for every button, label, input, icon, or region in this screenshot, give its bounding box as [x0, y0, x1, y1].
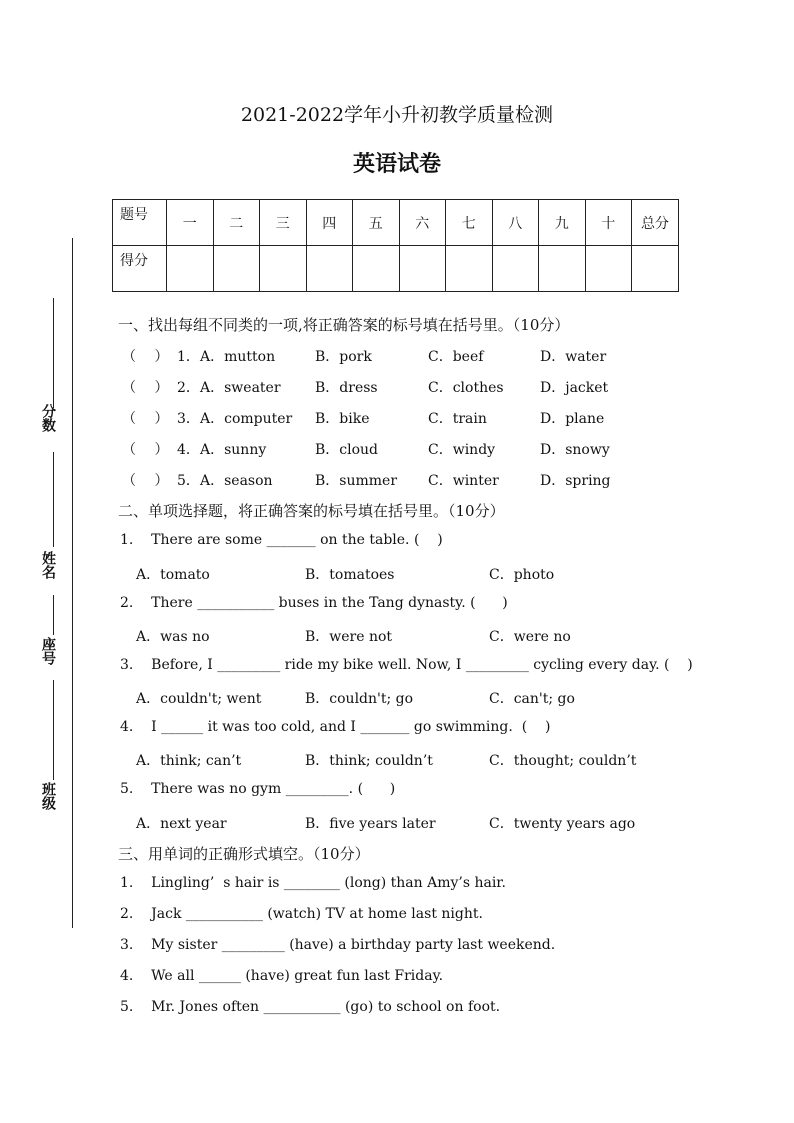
fill-line-seat: [53, 595, 54, 635]
section3-heading: 三、用单词的正确形式填空。（10分）: [118, 845, 370, 863]
score-entry-cell[interactable]: [306, 246, 353, 292]
option-a: A．computer: [200, 411, 293, 427]
score-table-cell: 七: [446, 200, 493, 246]
option-d: D．snowy: [540, 442, 610, 458]
fill-line-class: [53, 680, 54, 780]
option-d: D．jacket: [540, 380, 609, 396]
option-c: C．thought; couldn’t: [489, 753, 637, 769]
option-a: A．season: [200, 473, 273, 489]
option-a: A．sunny: [200, 442, 267, 458]
score-entry-cell[interactable]: [213, 246, 260, 292]
score-entry-cell[interactable]: [167, 246, 214, 292]
score-table-cell: 九: [539, 200, 586, 246]
option-b: B．couldn't; go: [305, 691, 414, 707]
score-entry-cell[interactable]: [399, 246, 446, 292]
option-a: A．couldn't; went: [136, 691, 262, 707]
fill-line-score: [53, 298, 54, 408]
answer-bracket[interactable]: （ ）: [122, 380, 169, 396]
section3-question: 3. My sister _________ (have) a birthday party last weekend.: [120, 937, 556, 953]
exam-title: 2021-2022学年小升初教学质量检测: [240, 104, 554, 126]
section2-question-stem: 5. There was no gym _________. ( ): [120, 781, 396, 797]
option-b: B．pork: [315, 349, 372, 365]
section1-heading: 一、找出每组不同类的一项,将正确答案的标号填在括号里。（10分）: [118, 316, 570, 334]
section2-question-stem: 2. There ___________ buses in the Tang dynasty. ( ): [120, 595, 508, 611]
option-c: C．beef: [428, 349, 484, 365]
option-c: C．photo: [489, 567, 555, 583]
score-table-header-row: [113, 200, 679, 246]
option-a: A．was no: [136, 629, 210, 645]
option-c: C．clothes: [428, 380, 504, 396]
score-entry-cell[interactable]: [446, 246, 493, 292]
question-number: 3．: [177, 411, 200, 427]
option-c: C．can't; go: [489, 691, 575, 707]
score-entry-cell[interactable]: [585, 246, 632, 292]
section3-question: 5. Mr. Jones often ___________ (go) to school on foot.: [120, 999, 501, 1015]
option-b: B．five years later: [305, 816, 436, 832]
score-table: [112, 199, 679, 292]
score-table-cell: 四: [306, 200, 353, 246]
side-label-seat: 座号: [40, 637, 56, 665]
question-number: 2．: [177, 380, 200, 396]
score-table-score-row: [113, 246, 679, 292]
option-b: B．bike: [315, 411, 370, 427]
score-entry-cell[interactable]: [632, 246, 679, 292]
fill-line-name: [53, 452, 54, 547]
score-table-cell: 十: [585, 200, 632, 246]
side-label-score: 分数: [40, 404, 56, 432]
option-c: C．winter: [428, 473, 499, 489]
option-c: C．twenty years ago: [489, 816, 636, 832]
option-a: A．mutton: [200, 349, 276, 365]
option-a: A．next year: [136, 816, 227, 832]
answer-bracket[interactable]: （ ）: [122, 473, 169, 489]
side-label-name: 姓名: [40, 551, 56, 579]
option-b: B．think; couldn’t: [305, 753, 433, 769]
section3-question: 1. Lingling’ s hair is ________ (long) than Amy’s hair.: [120, 875, 506, 891]
section2-heading: 二、单项选择题，将正确答案的标号填在括号里。（10分）: [118, 502, 505, 520]
question-number: 1．: [177, 349, 200, 365]
option-a: A．think; can’t: [136, 753, 242, 769]
score-entry-cell[interactable]: [353, 246, 400, 292]
option-b: B．were not: [305, 629, 393, 645]
option-c: C．were no: [489, 629, 571, 645]
answer-bracket[interactable]: （ ）: [122, 349, 169, 365]
option-d: D．water: [540, 349, 607, 365]
option-c: C．windy: [428, 442, 496, 458]
score-table-cell: 总分: [632, 200, 679, 246]
answer-bracket[interactable]: （ ）: [122, 442, 169, 458]
section3-question: 4. We all ______ (have) great fun last Friday.: [120, 968, 444, 984]
answer-bracket[interactable]: （ ）: [122, 411, 169, 427]
side-label-class: 班级: [40, 782, 56, 810]
score-table-cell: 六: [399, 200, 446, 246]
section2-question-stem: 3. Before, I _________ ride my bike well. Now, I _________ cycling every day. ( ): [120, 657, 693, 673]
option-a: A．tomato: [136, 567, 210, 583]
score-table-cell: 题号: [113, 200, 167, 246]
score-table-cell: 三: [260, 200, 307, 246]
option-b: B．tomatoes: [305, 567, 395, 583]
score-table-cell: 一: [167, 200, 214, 246]
score-entry-cell[interactable]: [260, 246, 307, 292]
option-b: B．dress: [315, 380, 378, 396]
score-table-cell: 二: [213, 200, 260, 246]
score-entry-cell[interactable]: [539, 246, 586, 292]
score-table-cell: 五: [353, 200, 400, 246]
question-number: 5．: [177, 473, 200, 489]
option-c: C．train: [428, 411, 487, 427]
section3-question: 2. Jack ___________ (watch) TV at home last night.: [120, 906, 483, 922]
score-table-row-label: 得分: [113, 246, 167, 292]
section2-question-stem: 4. I ______ it was too cold, and I _______ go swimming. ( ): [120, 719, 551, 735]
score-table-cell: 八: [492, 200, 539, 246]
option-a: A．sweater: [200, 380, 281, 396]
option-b: B．summer: [315, 473, 398, 489]
binding-line: [72, 238, 73, 928]
option-b: B．cloud: [315, 442, 379, 458]
section2-question-stem: 1. There are some _______ on the table. ( ): [120, 532, 443, 548]
option-d: D．spring: [540, 473, 611, 489]
score-entry-cell[interactable]: [492, 246, 539, 292]
option-d: D．plane: [540, 411, 605, 427]
question-number: 4．: [177, 442, 200, 458]
exam-subtitle: 英语试卷: [352, 152, 441, 177]
